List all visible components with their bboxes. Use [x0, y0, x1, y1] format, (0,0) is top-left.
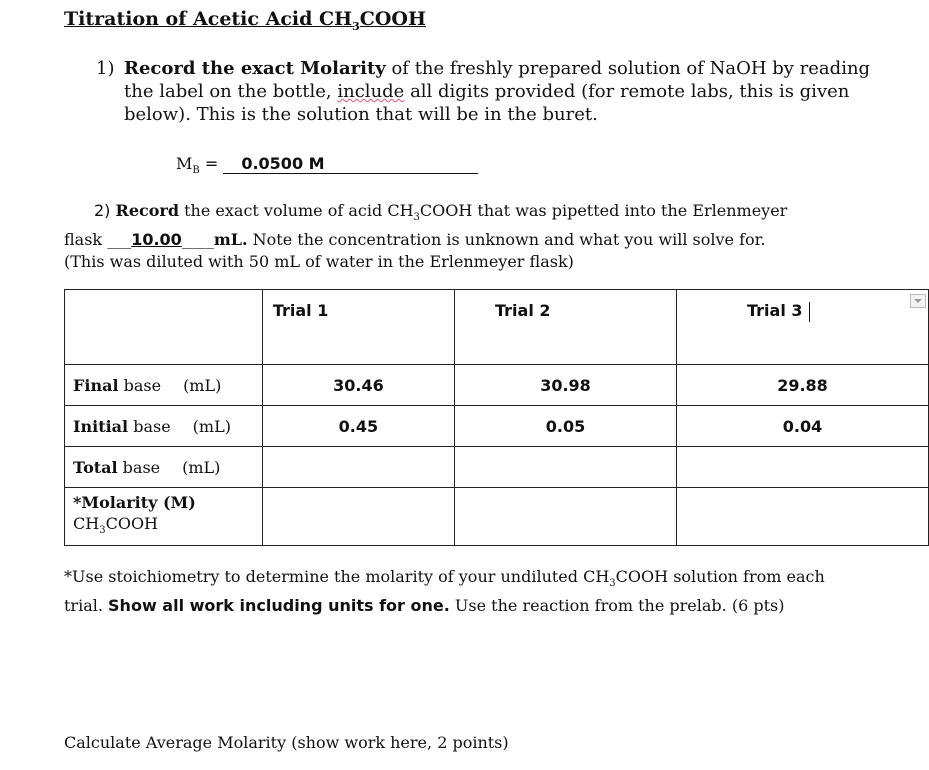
table-cell[interactable]	[676, 447, 928, 488]
table-cell[interactable]: 0.04	[676, 406, 928, 447]
row-label: *Molarity (M) $CH_3COOH$	[65, 488, 263, 546]
table-row	[65, 365, 929, 406]
table-cell[interactable]	[262, 488, 454, 546]
molarity-base-line: $M_B = 0.0500$ M	[176, 154, 478, 176]
question-1	[96, 57, 876, 126]
molarity-base-value[interactable]: 0.0500 M	[223, 154, 478, 174]
table-cell[interactable]	[262, 447, 454, 488]
row-label: Final base (mL)	[65, 365, 263, 406]
header-trial-1: Trial 1	[262, 290, 454, 365]
table-row	[65, 447, 929, 488]
table-cell[interactable]: 29.88	[676, 365, 928, 406]
table-cell[interactable]: 30.98	[455, 365, 677, 406]
cell-dropdown-icon[interactable]	[910, 294, 926, 308]
row-label: Total base (mL)	[65, 447, 263, 488]
question-1-number: 1)	[96, 58, 115, 79]
table-cell[interactable]: 0.05	[455, 406, 677, 447]
spellcheck-flagged-word[interactable]: include	[337, 81, 405, 102]
question-2: 2) Record the exact volume of acid $CH_3COOH$ that was pipetted into the Erlenmeyer flask ___10.00____mL. Note the concentration is unknown and what you will solve for. (This was diluted with 50 mL of water in the Erlenmeyer flask)	[64, 201, 788, 272]
row-label: Initial base (mL)	[65, 406, 263, 447]
page-title: Titration of Acetic Acid $CH_3COOH$	[64, 8, 426, 33]
table-cell[interactable]: 30.46	[262, 365, 454, 406]
table-cell[interactable]	[455, 447, 677, 488]
acid-volume-value[interactable]: 10.00	[131, 230, 182, 250]
header-trial-2: Trial 2	[455, 290, 677, 365]
table-cell[interactable]	[455, 488, 677, 546]
titration-table	[64, 289, 929, 546]
average-molarity-prompt: Calculate Average Molarity (show work here, 2 points)	[64, 733, 509, 752]
table-row	[65, 406, 929, 447]
header-trial-3[interactable]: Trial 3	[676, 290, 928, 365]
table-row-molarity	[65, 488, 929, 546]
text-cursor	[809, 302, 810, 322]
table-corner-cell[interactable]	[65, 290, 263, 365]
stoichiometry-note: *Use stoichiometry to determine the molarity of your undiluted $CH_3COOH$ solution from each trial. Show all work including units for one. Use the reaction from the prelab. (6 pts)	[64, 567, 825, 616]
table-cell[interactable]: 0.45	[262, 406, 454, 447]
question-1-text: Record the exact Molarity of the freshly prepared solution of NaOH by reading the label on the bottle, include all digits provided (for remote labs, this is given below). This is the solution that will be in the buret.	[124, 58, 871, 125]
table-header-row	[65, 290, 929, 365]
table-cell[interactable]	[676, 488, 928, 546]
